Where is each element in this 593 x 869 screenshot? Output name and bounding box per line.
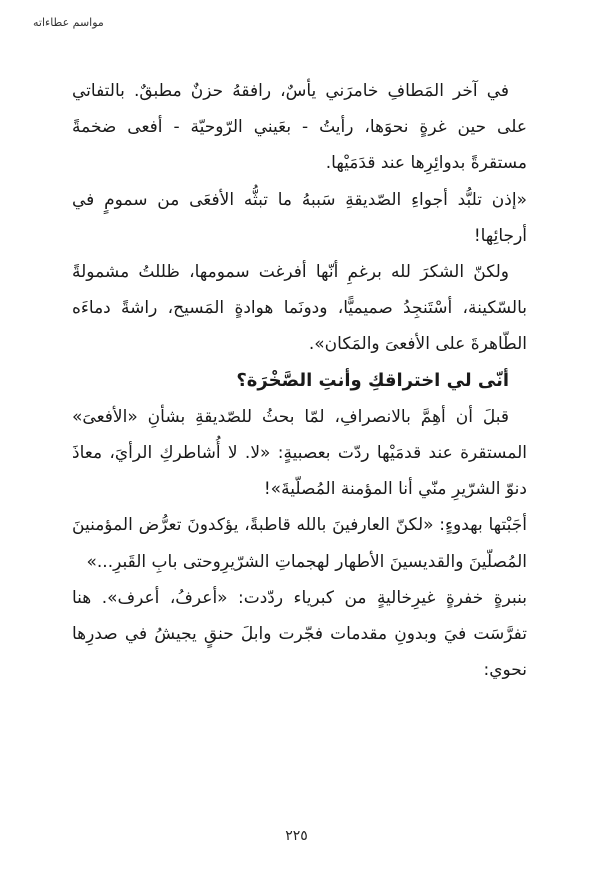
- paragraph: «إذن تلبُّد أجواءِ الصّديقةِ سَببهُ ما تبثُّه الأفعَى من سمومٍ في أرجائِها!: [72, 189, 527, 246]
- paragraph: قبلَ أن أهِمَّ بالانصرافِ، لمّا بحثُ للصّديقةِ بشأنِ «الأفعىَ» المستقرة عند قدمَيْها ردّت بعصبيةٍ: «لا. لا أُشاطركِ الرأيَ، معاذَ دنوّ الشرّيرِ منّي أنا المؤمنة المُصلّيةَ»!: [72, 406, 527, 500]
- running-header: مواسم عطاءاته: [33, 16, 104, 29]
- body-text: [72, 73, 527, 688]
- section-heading: أنّى لي اختراقكِ وأنتِ الصَّخْرَة؟: [236, 369, 509, 391]
- paragraph: في آخر المَطافِ خامرَني يأسٌ، رافقهُ حزنٌ مطبقٌ. بالتفاتي على حين غرةٍ نحوَها، رأيتُ - بعَيني الرّوحيّة - أفعى ضخمةً مستقرةً بدوائِرِها عند قدَمَيْها.: [72, 81, 527, 174]
- paragraph: أجَبْتها بهدوءٍ: «لكنّ العارفينَ بالله قاطبةً، يؤكدونَ تعرُّض المؤمنينَ المُصلّينَ والقديسينَ الأطهار لهجماتِ الشرّيرِوحتى بابِ القَبرِ...»: [72, 515, 527, 572]
- paragraph: ولكنّ الشكرَ لله برغمِ أنّها أفرغت سمومها، ظللتُ مشمولةً بالسّكينة، أسْتَنجِدُ صميميًّا، ودونَما هوادةٍ المَسيح، راشةً دماءَه الطّاهرةَ على الأفعىَ والمَكان».: [72, 262, 527, 355]
- paragraph: بنبرةٍ خفرةٍ غيرِخاليةٍ من كبرياء ردّدت: «أعرفُ، أعرف». هنا تفرَّسَت فيَ وبدونِ مقدمات فجّرت وابلَ حنقٍ يجيشُ في صدرِها نحوي:: [72, 587, 527, 681]
- page-number: ٢٢٥: [285, 828, 308, 844]
